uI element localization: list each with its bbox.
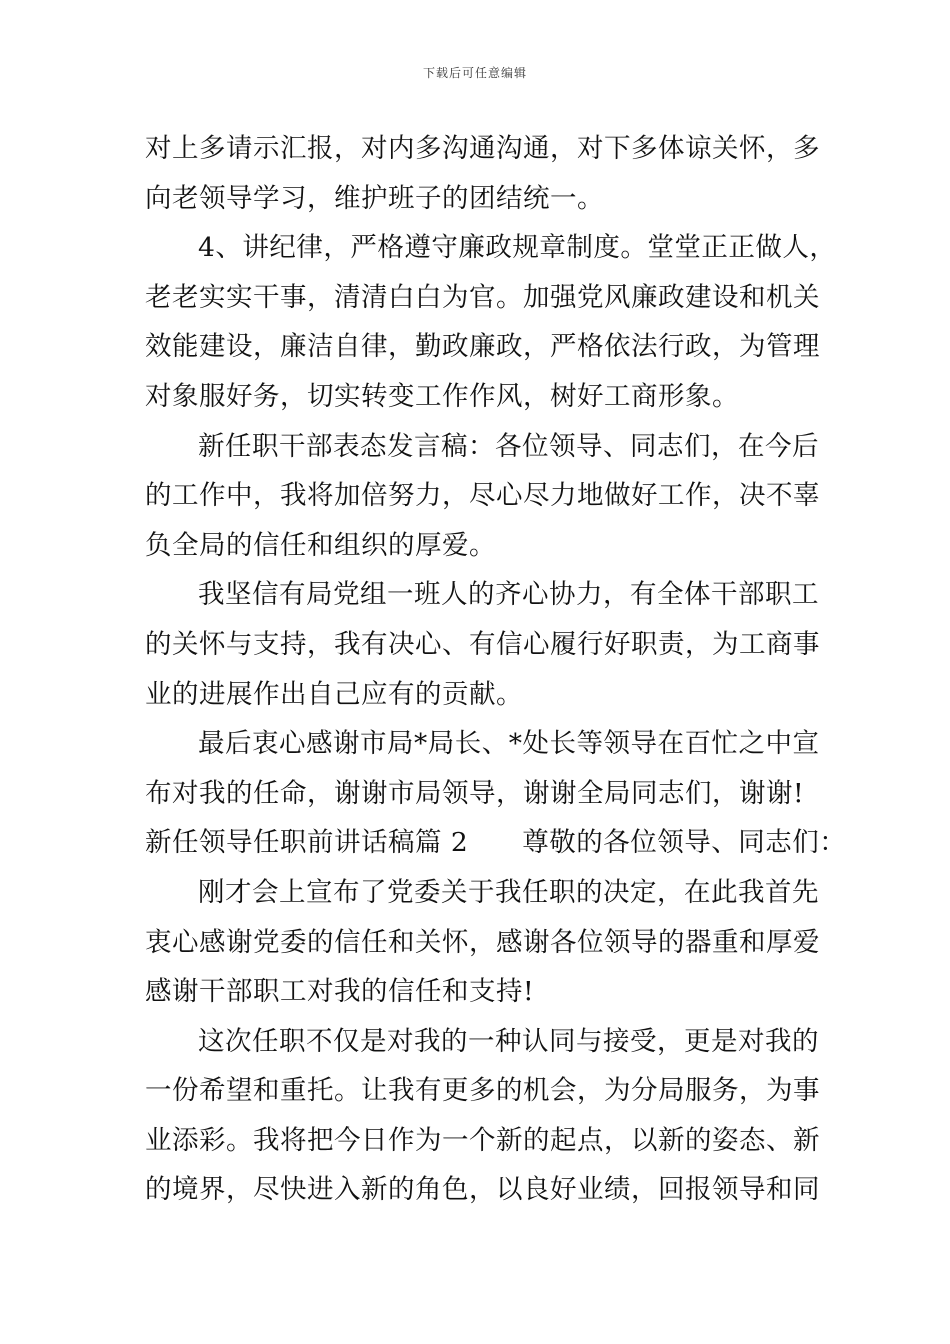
text-line: 感谢干部职工对我的信任和支持! bbox=[145, 976, 535, 1008]
paragraph-start-line: 刚才会上宣布了党委关于我任职的决定，在此我首先 bbox=[198, 876, 819, 908]
text-line: 对象服好务，切实转变工作作风，树好工商形象。 bbox=[145, 380, 739, 412]
text-line: 业添彩。我将把今日作为一个新的起点，以新的姿态、新 bbox=[145, 1124, 820, 1156]
text-line: 向老领导学习，维护班子的团结统一。 bbox=[145, 182, 604, 214]
text-line: 布对我的任命，谢谢市局领导，谢谢全局同志们，谢谢! bbox=[145, 777, 805, 809]
text-line: 对上多请示汇报，对内多沟通沟通，对下多体谅关怀，多 bbox=[145, 133, 820, 164]
text-line: 效能建设，廉洁自律，勤政廉政，严格依法行政，为管理 bbox=[145, 331, 820, 363]
paragraph-start-line: 4、讲纪律，严格遵守廉政规章制度。堂堂正正做人， bbox=[198, 232, 837, 264]
paragraph-start-line: 我坚信有局党组一班人的齐心协力，有全体干部职工 bbox=[198, 579, 819, 611]
paragraph-start-line: 新任职干部表态发言稿：各位领导、同志们，在今后 bbox=[198, 430, 819, 462]
paragraph-start-line: 这次任职不仅是对我的一种认同与接受，更是对我的 bbox=[198, 1025, 819, 1057]
text-line: 业的进展作出自己应有的贡献。 bbox=[145, 678, 523, 710]
document-body bbox=[145, 124, 847, 1215]
text-line: 老老实实干事，清清白白为官。加强党风廉政建设和机关 bbox=[145, 281, 820, 313]
text-line: 的工作中，我将加倍努力，尽心尽力地做好工作，决不辜 bbox=[145, 480, 820, 512]
header-note: 下载后可任意编辑 bbox=[422, 66, 527, 80]
text-line: 一份希望和重托。让我有更多的机会，为分局服务，为事 bbox=[145, 1075, 820, 1107]
text-line: 负全局的信任和组织的厚爱。 bbox=[145, 529, 496, 561]
section-heading-line: 新任领导任职前讲话稿篇 2 尊敬的各位领导、同志们： bbox=[145, 827, 847, 859]
paragraph-start-line: 最后衷心感谢市局*局长、*处长等领导在百忙之中宣 bbox=[198, 728, 820, 760]
text-line: 衷心感谢党委的信任和关怀，感谢各位领导的器重和厚爱 bbox=[145, 926, 820, 958]
text-line: 的境界，尽快进入新的角色，以良好业绩，回报领导和同 bbox=[145, 1174, 820, 1206]
text-line: 的关怀与支持，我有决心、有信心履行好职责，为工商事 bbox=[145, 628, 820, 660]
